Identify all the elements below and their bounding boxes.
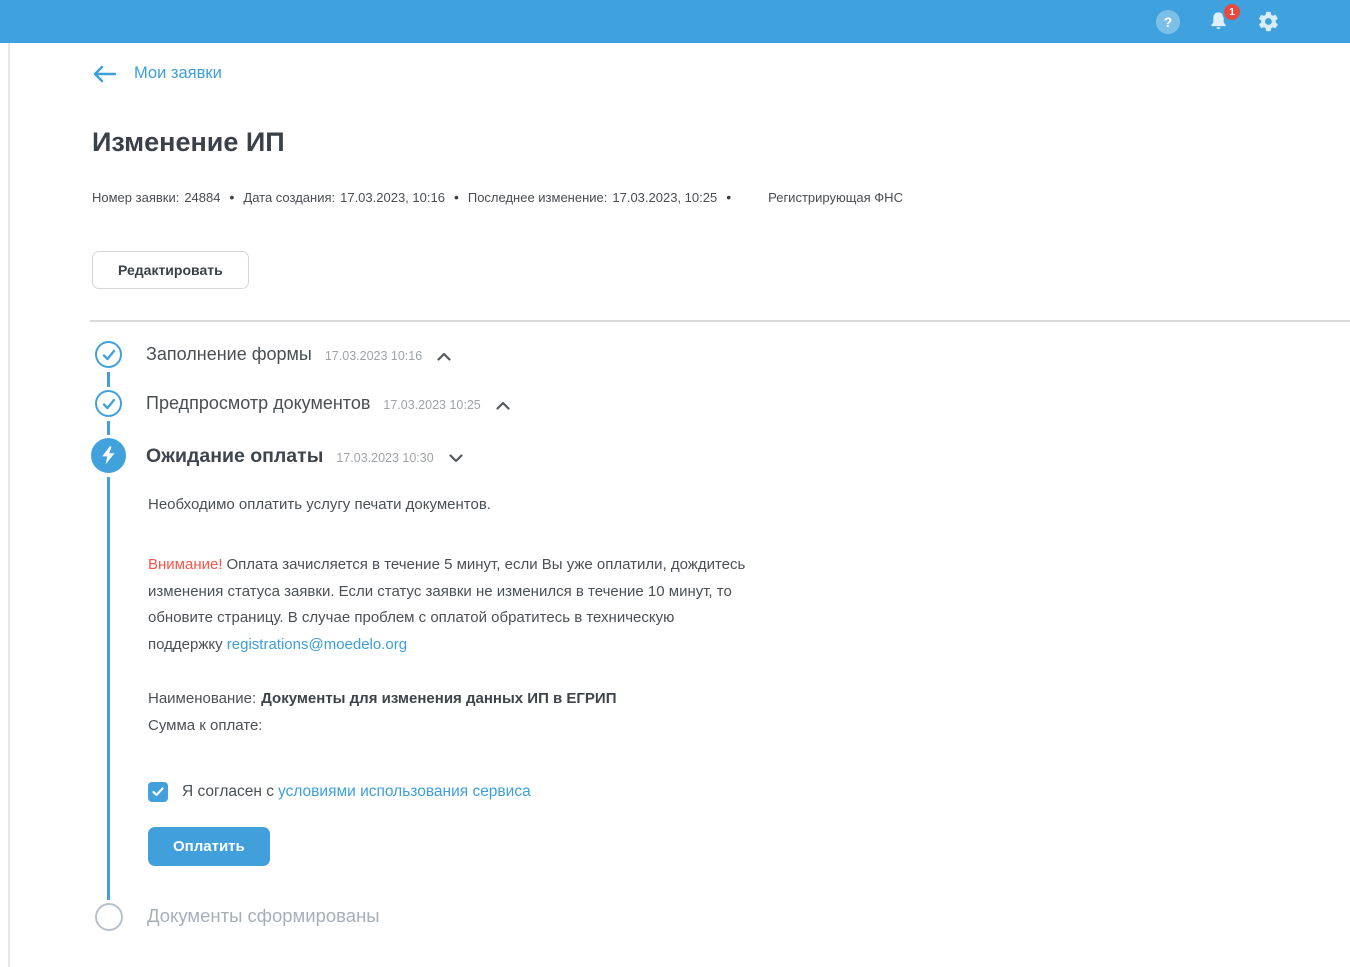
notification-badge: 1 xyxy=(1222,2,1242,22)
step1-title: Заполнение формы xyxy=(146,344,312,364)
step3-header[interactable] xyxy=(146,442,463,471)
step4-pending-circle xyxy=(95,903,123,931)
lightning-icon xyxy=(101,446,116,465)
check-icon xyxy=(152,787,164,797)
request-meta xyxy=(92,189,903,205)
help-icon[interactable]: ? xyxy=(1156,10,1180,34)
meta-separator xyxy=(229,189,234,205)
chevron-up-icon[interactable] xyxy=(496,401,510,410)
step-connector xyxy=(107,421,110,435)
step2-date: 17.03.2023 10:25 xyxy=(383,398,481,412)
payment-intro-text: Необходимо оплатить услугу печати документов. xyxy=(148,496,491,513)
warning-line: обновите страницу. В случае проблем с оплатой обратитесь в техническую xyxy=(148,609,675,626)
warning-prefix: Внимание! xyxy=(148,556,223,573)
payment-sum-row xyxy=(148,712,616,739)
warning-line1-text: Оплата зачисляется в течение 5 минут, если Вы уже оплатили, дождитесь xyxy=(226,556,746,573)
step-connector xyxy=(107,477,110,900)
request-number-value: 24884 xyxy=(184,189,221,205)
modified-label: Последнее изменение: xyxy=(467,189,608,205)
name-label: Наименование: xyxy=(148,690,257,707)
chevron-down-icon[interactable] xyxy=(449,454,463,463)
check-icon xyxy=(102,349,116,361)
left-panel-divider xyxy=(8,43,10,967)
step2-title: Предпросмотр документов xyxy=(146,393,371,413)
step2-done-circle xyxy=(95,390,122,417)
agree-row xyxy=(148,782,531,802)
step1-date: 17.03.2023 10:16 xyxy=(324,349,423,363)
payment-warning-text xyxy=(148,552,745,658)
step3-title: Ожидание оплаты xyxy=(146,445,324,467)
warning-line xyxy=(148,632,745,659)
top-bar-icons xyxy=(1156,0,1280,43)
agree-label xyxy=(182,783,531,801)
settings-button[interactable] xyxy=(1257,10,1280,33)
section-divider xyxy=(90,320,1350,322)
request-number-label: Номер заявки: xyxy=(92,189,180,205)
back-link-label: Мои заявки xyxy=(134,64,222,82)
step-connector xyxy=(107,372,110,387)
step1-header[interactable] xyxy=(146,341,451,368)
terms-link[interactable]: условиями использования сервиса xyxy=(278,783,531,800)
step2-header[interactable] xyxy=(146,390,510,417)
gear-icon xyxy=(1257,10,1280,33)
warning-line4-text: поддержку xyxy=(148,635,223,653)
meta-separator xyxy=(454,189,459,205)
agree-text: Я согласен с xyxy=(182,783,275,800)
name-value: Документы для изменения данных ИП в ЕГРИП xyxy=(261,690,617,707)
support-email-link[interactable]: registrations@moedelo.org xyxy=(226,635,408,653)
sum-label: Сумма к оплате: xyxy=(148,717,263,734)
page-title: Изменение ИП xyxy=(92,127,285,157)
notifications-button[interactable] xyxy=(1207,6,1235,33)
payment-details xyxy=(148,685,616,739)
agree-checkbox[interactable] xyxy=(148,782,168,802)
pay-button[interactable]: Оплатить xyxy=(148,827,270,866)
step4-title: Документы сформированы xyxy=(147,905,380,926)
payment-name-row xyxy=(148,685,616,712)
registering-fns-value: Регистрирующая ФНС xyxy=(768,189,903,205)
check-icon xyxy=(102,398,116,410)
modified-value: 17.03.2023, 10:25 xyxy=(612,189,718,205)
created-value: 17.03.2023, 10:16 xyxy=(340,189,445,205)
step3-date: 17.03.2023 10:30 xyxy=(336,451,434,465)
back-arrow-icon xyxy=(92,65,117,83)
created-label: Дата создания: xyxy=(243,189,336,205)
step1-done-circle xyxy=(95,341,122,368)
chevron-up-icon[interactable] xyxy=(437,352,451,361)
step3-current-circle xyxy=(91,438,126,473)
warning-line: изменения статуса заявки. Если статус заявки не изменился в течение 10 минут, то xyxy=(148,582,732,600)
top-bar xyxy=(0,0,1350,43)
meta-separator xyxy=(726,189,731,205)
edit-button[interactable]: Редактировать xyxy=(92,251,249,289)
back-link[interactable] xyxy=(92,64,222,83)
warning-line xyxy=(148,552,745,579)
